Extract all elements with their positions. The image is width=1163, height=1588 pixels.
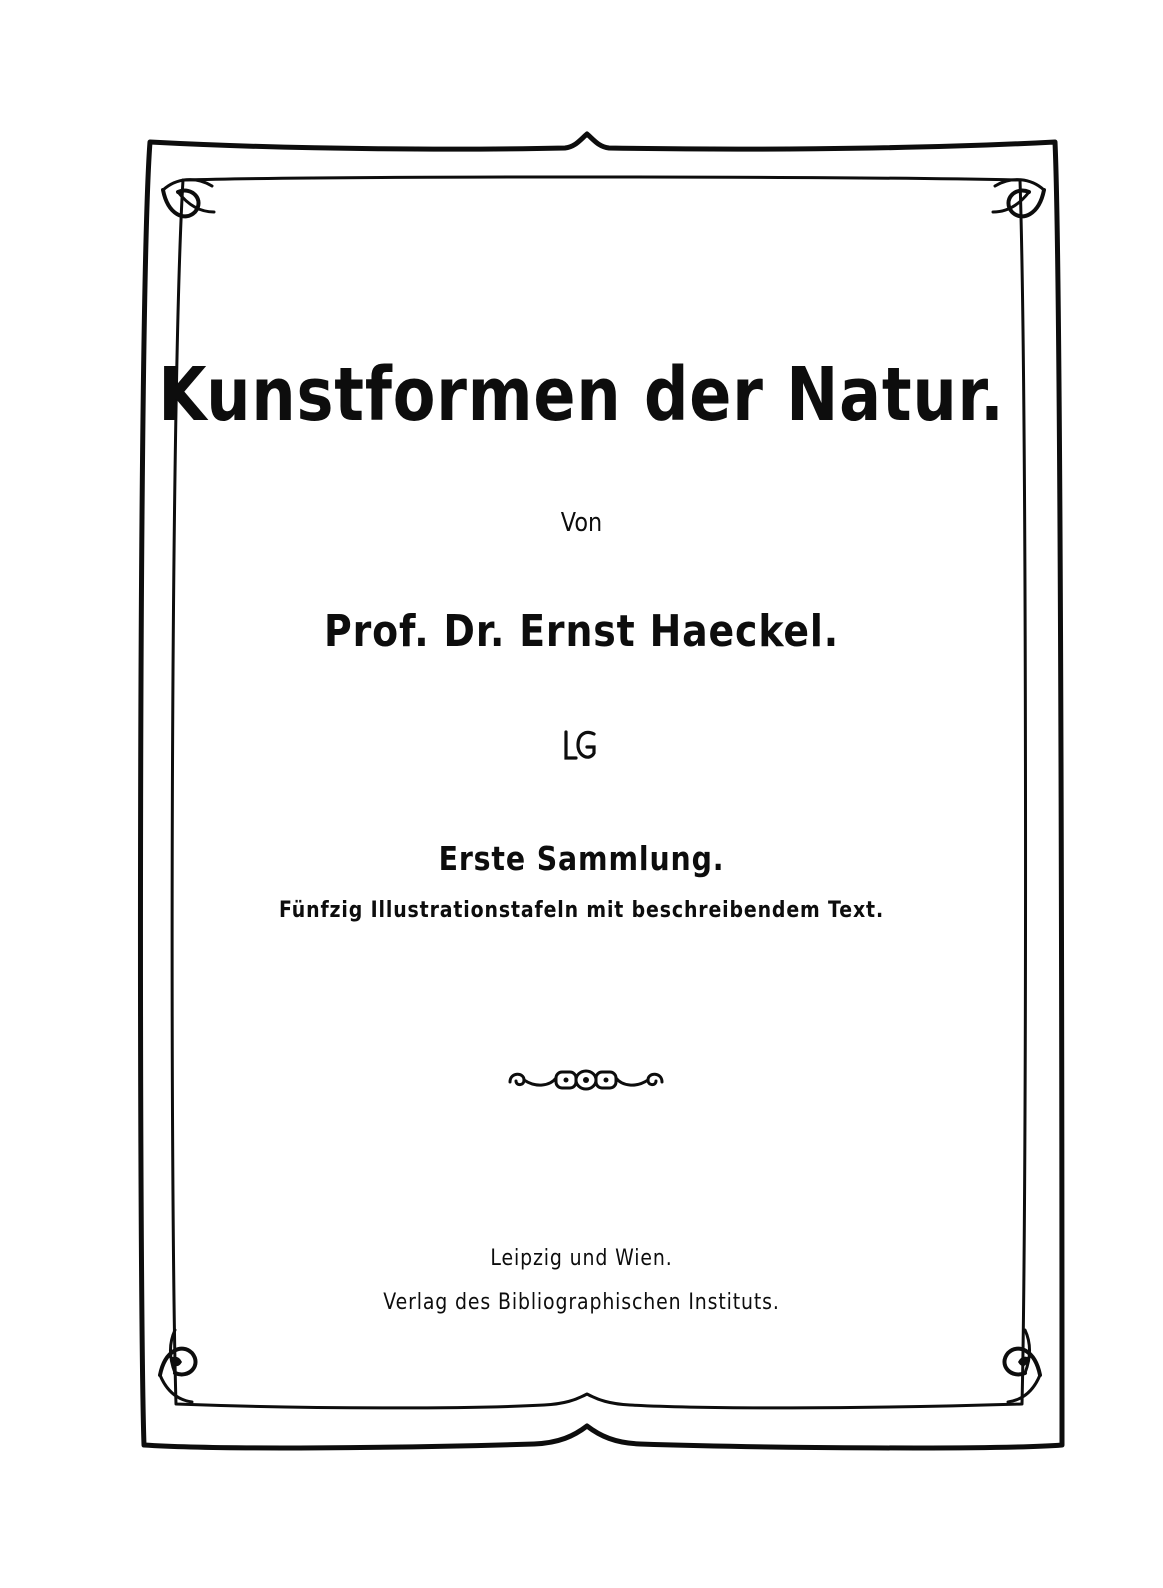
imprint-publisher: Verlag des Bibliographischen Instituts.	[383, 1290, 780, 1315]
author-name: Prof. Dr. Ernst Haeckel.	[324, 606, 839, 657]
by-line: Von	[560, 508, 603, 538]
subtitle: Fünfzig Illustrationstafeln mit beschreibendem Text.	[278, 898, 885, 923]
art-nouveau-ornament-icon	[506, 1066, 666, 1094]
monogram-icon	[560, 728, 600, 764]
series-heading: Erste Sammlung.	[438, 839, 725, 878]
book-title: Kunstformen der Natur.	[158, 352, 1005, 438]
imprint-city: Leipzig und Wien.	[490, 1246, 673, 1271]
